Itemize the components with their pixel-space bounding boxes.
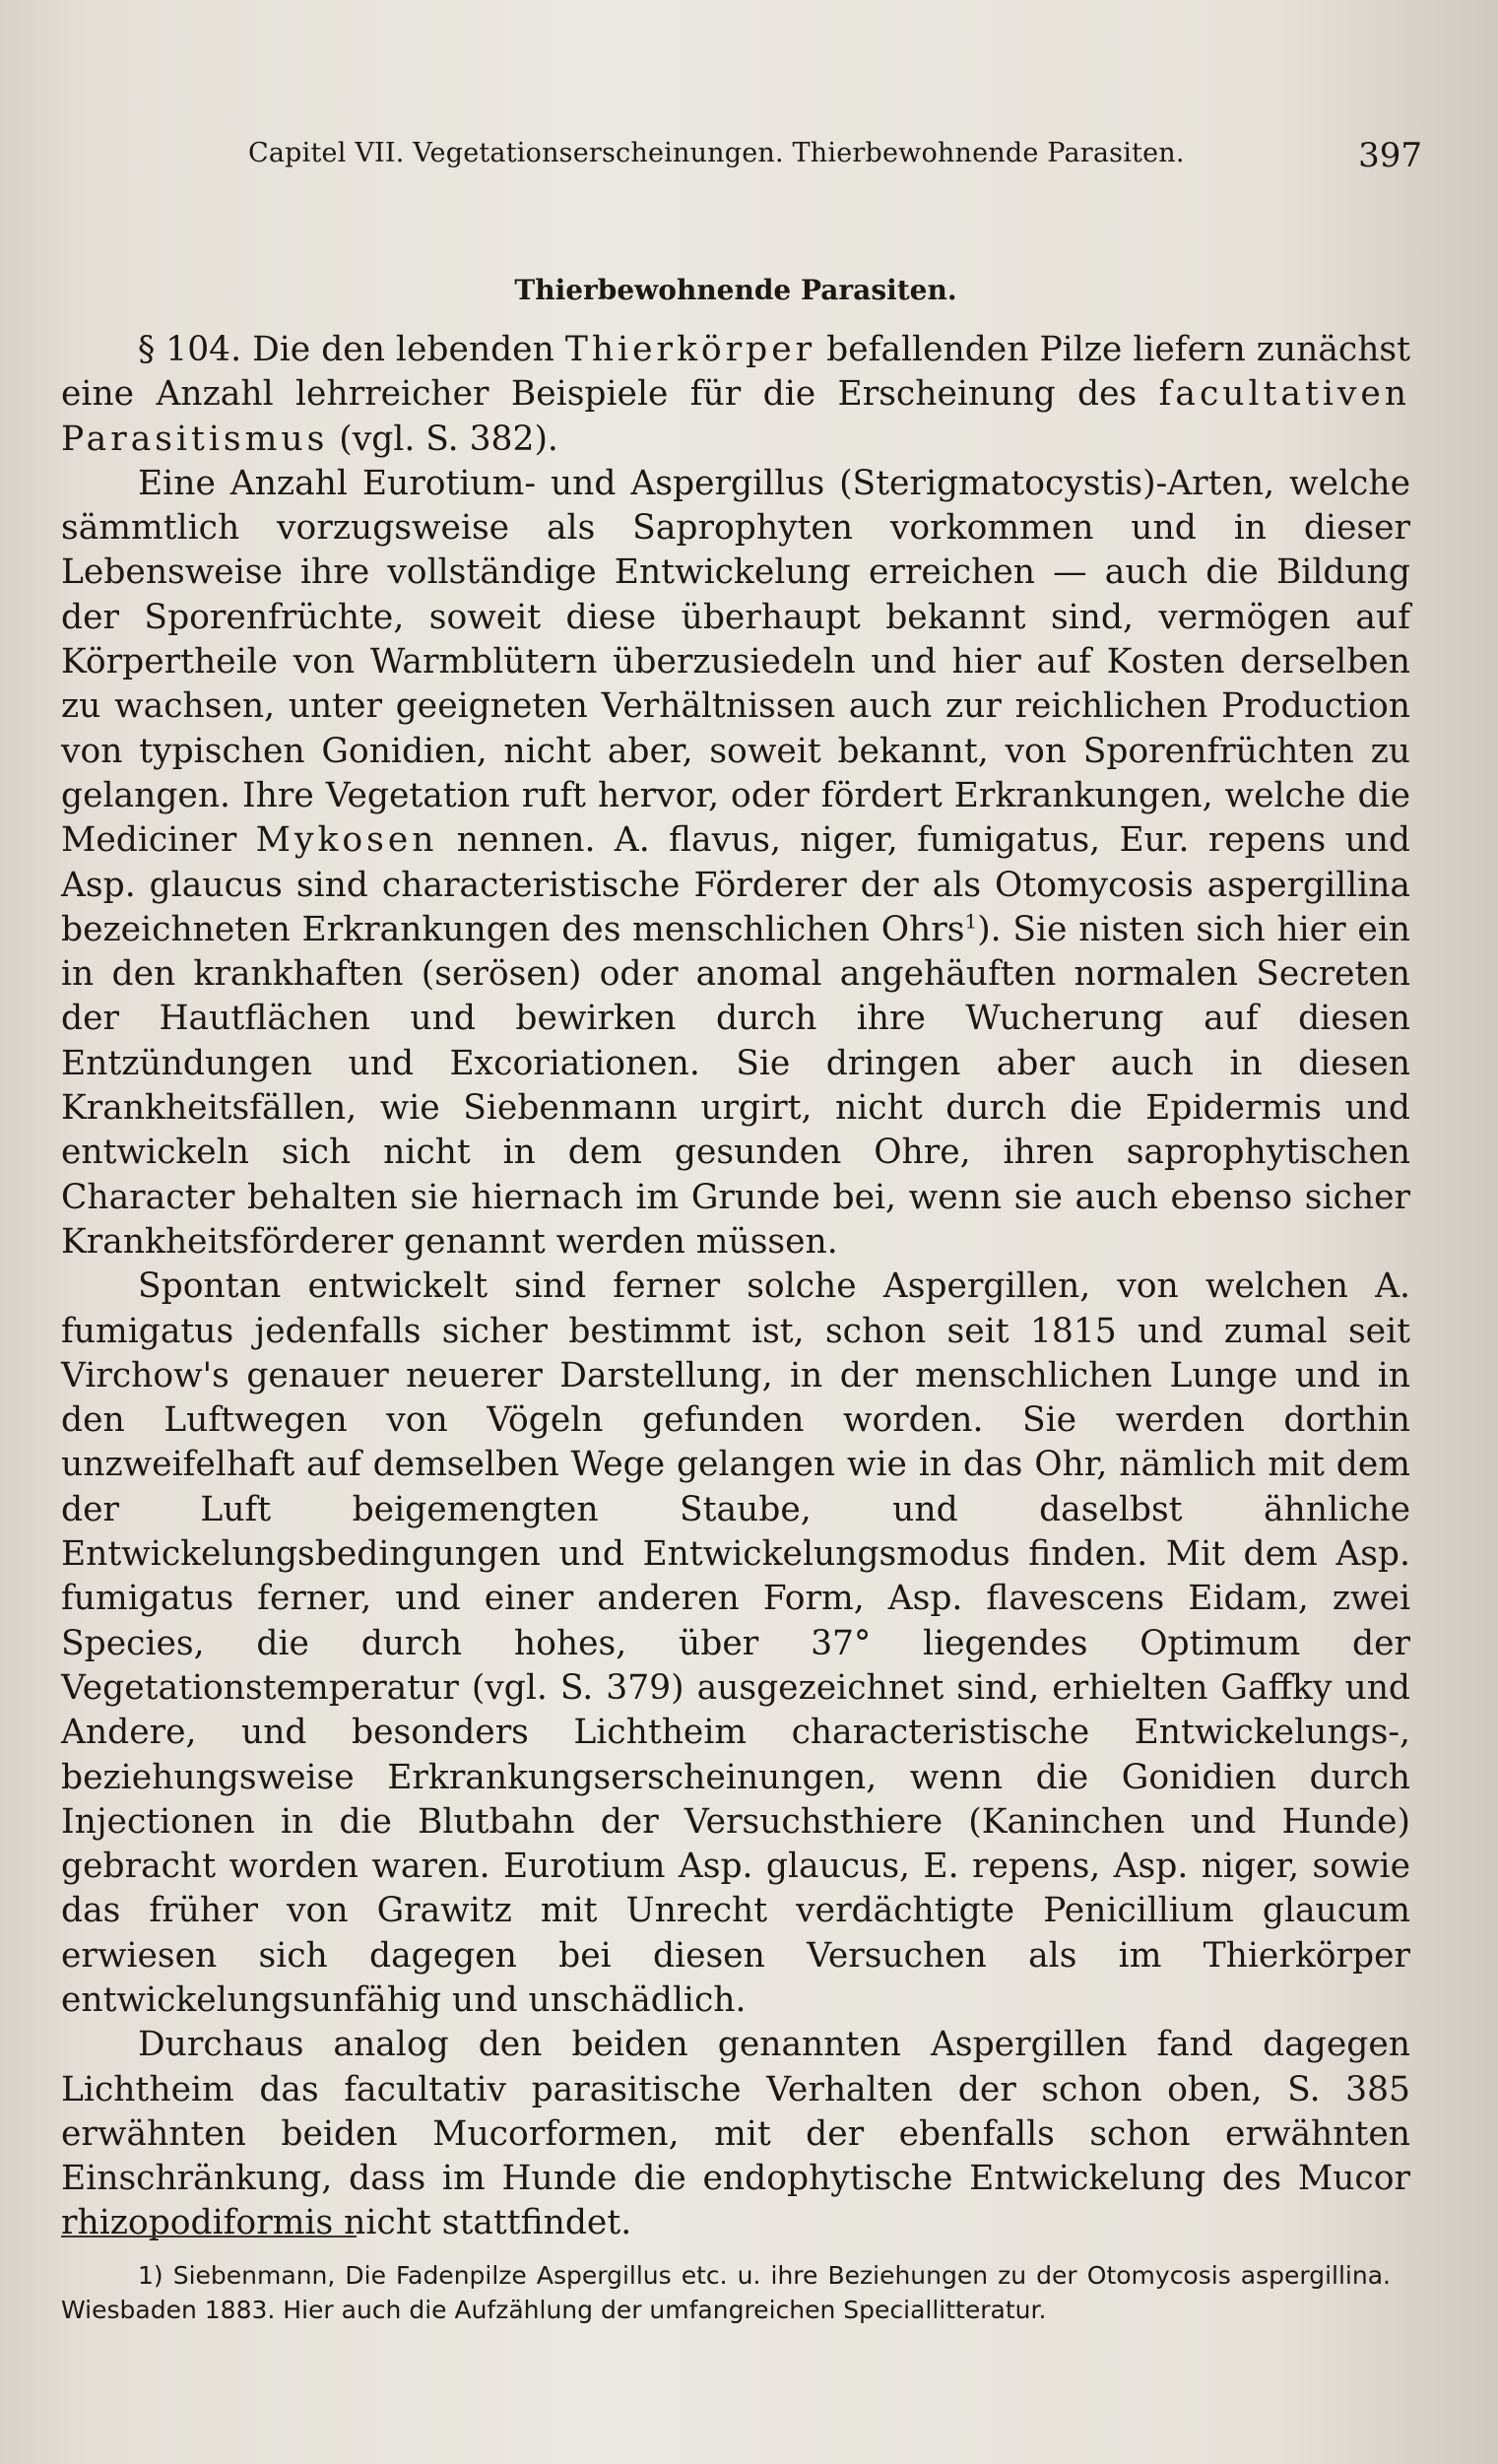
section-heading: Thierbewohnende Parasiten. bbox=[514, 274, 957, 306]
paragraph-2: Eine Anzahl Eurotium- und Aspergillus (Sterigmatocystis)-Arten, welche sämmtlich vorzugsweise als Saprophyten vorkommen und in dieser Lebensweise ihre vollständige Entwickelung erreichen — auch die Bildung der Sporenfrüchte, soweit diese überhaupt bekannt sind, vermögen auf Körpertheile von Warmblütern überzusiedeln und hier auf Kosten derselben zu wachsen, unter geeigneten Verhältnissen auch zur reichlichen Production von typischen Gonidien, nicht aber, soweit bekannt, von Sporenfrüchten zu gelangen. Ihre Vegetation ruft hervor, oder fördert Erkrankungen, welche die Mediciner Mykosen nennen. A. flavus, niger, fumigatus, Eur. repens und Asp. glaucus sind characteristische Förderer der als Otomycosis aspergillina bezeichneten Erkrankungen des menschlichen Ohrs$^1$). Sie nisten sich hier ein in den krankhaften (serösen) oder anomal angehäuften normalen Secreten der Hautflächen und bewirken durch ihre Wucherung auf diesen Entzündungen und Excoriationen. Sie dringen aber auch in diesen Krankheitsfällen, wie Siebenmann urgirt, nicht durch die Epidermis und entwickeln sich nicht in dem gesunden Ohre, ihren saprophytischen Character behalten sie hiernach im Grunde bei, wenn sie auch ebenso sicher Krankheitsförderer genannt werden müssen. bbox=[61, 463, 1410, 1262]
footnote-divider bbox=[61, 2236, 357, 2237]
emphasis-facultativen-parasitismus: facultativen Parasitismus bbox=[61, 374, 1410, 459]
footnote bbox=[61, 2258, 1391, 2327]
emphasis-mykosen: Mykosen bbox=[255, 820, 438, 861]
footnote-reference: 1 bbox=[964, 909, 978, 934]
page-number: 397 bbox=[1358, 136, 1422, 175]
running-head bbox=[61, 126, 1422, 205]
section-mark: § 104. bbox=[138, 330, 242, 369]
footnote-text: Siebenmann, Die Fadenpilze Aspergillus etc. u. ihre Beziehungen zu der Otomycosis aspergillina. Wiesbaden 1883. Hier auch die Aufzählung der umfangreichen Speciallitteratur. bbox=[61, 2261, 1391, 2324]
body-text bbox=[61, 328, 1410, 2246]
running-title: Capitel VII. Vegetationserscheinungen. Thierbewohnende Parasiten. bbox=[248, 138, 1185, 168]
footnotes bbox=[61, 2258, 1391, 2327]
emphasis-thierkoerper: Thierkörper bbox=[564, 330, 816, 369]
page-content bbox=[61, 126, 1422, 2324]
paragraph-4: Durchaus analog den beiden genannten Aspergillen fand dagegen Lichtheim das facultativ parasitische Verhalten der schon oben, S. 385 erwähnten beiden Mucorformen, mit der ebenfalls schon erwähnten Einschränkung, dass im Hunde die endophytische Entwickelung des Mucor rhizopodiformis nicht stattfindet. bbox=[61, 2025, 1410, 2243]
paragraph-1: § 104. Die den lebenden Thierkörper befallenden Pilze liefern zunächst eine Anzahl lehrreicher Beispiele für die Erscheinung des facultativen Parasitismus (vgl. S. 382). bbox=[61, 330, 1411, 459]
footnote-marker: 1) bbox=[138, 2261, 163, 2290]
paragraph-3: Spontan entwickelt sind ferner solche Aspergillen, von welchen A. fumigatus jedenfalls sicher bestimmt ist, schon seit 1815 und zumal seit Virchow's genauer neuerer Darstellung, in der menschlichen Lunge und in den Luftwegen von Vögeln gefunden worden. Sie werden dorthin unzweifelhaft auf demselben Wege gelangen wie in das Ohr, nämlich mit dem der Luft beigemengten Staube, und daselbst ähnliche Entwickelungsbedingungen und Entwickelungsmodus finden. Mit dem Asp. fumigatus ferner, und einer anderen Form, Asp. flavescens Eidam, zwei Species, die durch hohes, über 37° liegendes Optimum der Vegetationstemperatur (vgl. S. 379) ausgezeichnet sind, erhielten Gaffky und Andere, und besonders Lichtheim characteristische Entwickelungs-, beziehungsweise Erkrankungserscheinungen, wenn die Gonidien durch Injectionen in die Blutbahn der Versuchsthiere (Kaninchen und Hunde) gebracht worden waren. Eurotium Asp. glaucus, E. repens, Asp. niger, sowie das früher von Grawitz mit Unrecht verdächtigte Penicillium glaucum erwiesen sich dagegen bei diesen Versuchen als im Thierkörper entwickelungsunfähig und unschädlich. bbox=[61, 1266, 1410, 2020]
